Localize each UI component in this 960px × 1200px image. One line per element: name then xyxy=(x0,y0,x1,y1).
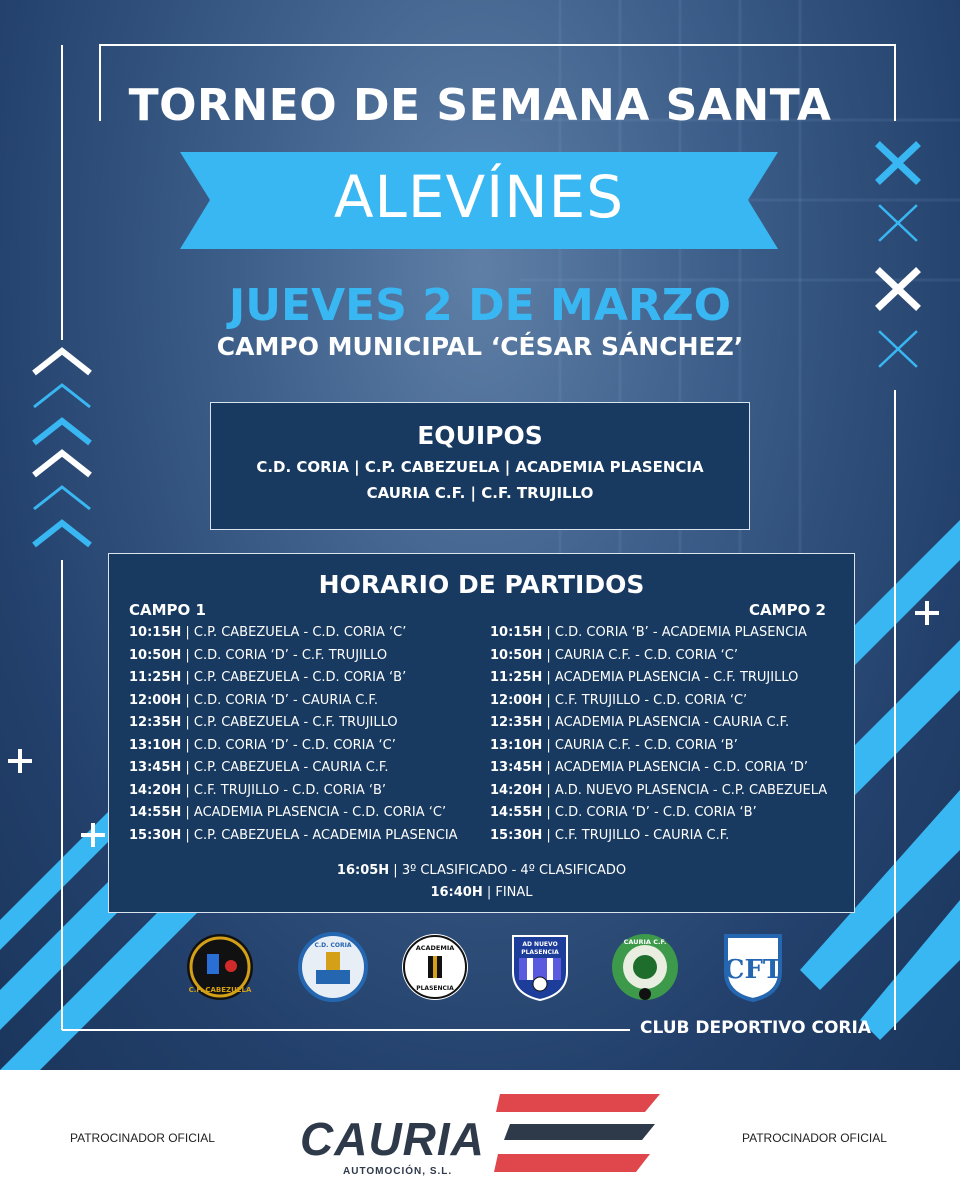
separator: | xyxy=(542,782,555,798)
chevron-stack-icon xyxy=(28,345,98,555)
match-teams: C.D. CORIA ‘D’ - C.D. CORIA ‘B’ xyxy=(554,805,757,820)
match-row xyxy=(490,780,827,803)
match-teams: 3º CLASIFICADO - 4º CLASIFICADO xyxy=(401,863,627,878)
match-teams: C.P. CABEZUELA - ACADEMIA PLASENCIA xyxy=(193,827,458,843)
match-row xyxy=(129,667,458,690)
match-teams: C.P. CABEZUELA - C.D. CORIA ‘B’ xyxy=(193,670,407,685)
match-time: 14:20H xyxy=(129,782,182,798)
cf-trujillo-crest-icon xyxy=(718,932,788,1002)
match-row xyxy=(490,667,827,690)
separator: | xyxy=(542,715,555,730)
separator: | xyxy=(181,827,194,843)
final-match-row xyxy=(109,860,854,882)
match-time: 11:25H xyxy=(129,670,182,685)
category-label: ALEVÍNES xyxy=(333,163,625,231)
match-teams: C.F. TRUJILLO - C.D. CORIA ‘B’ xyxy=(193,782,387,798)
match-row xyxy=(129,645,458,668)
match-time: 10:15H xyxy=(129,625,182,640)
teams-panel xyxy=(210,402,750,530)
schedule-panel xyxy=(108,553,855,913)
match-row xyxy=(490,622,827,645)
svg-text:PLASENCIA: PLASENCIA xyxy=(416,985,454,992)
ad-nuevo-plasencia-crest-icon xyxy=(505,932,575,1002)
separator: | xyxy=(181,737,194,753)
separator: | xyxy=(181,760,194,775)
separator: | xyxy=(181,625,194,640)
tournament-title: TORNEO DE SEMANA SANTA xyxy=(128,80,832,131)
separator: | xyxy=(542,805,555,820)
separator: | xyxy=(542,625,555,640)
match-time: 13:10H xyxy=(129,737,182,753)
separator: | xyxy=(542,670,555,685)
campo-1-heading: CAMPO 1 xyxy=(129,601,206,619)
separator: | xyxy=(181,715,194,730)
match-time: 10:50H xyxy=(490,647,543,663)
match-teams: C.F. TRUJILLO - CAURIA C.F. xyxy=(554,827,730,843)
plus-icon xyxy=(912,598,942,628)
final-match-row xyxy=(109,882,854,904)
separator: | xyxy=(482,885,496,900)
match-time: 10:50H xyxy=(129,647,182,663)
match-time: 14:55H xyxy=(129,805,182,820)
sponsor-label-right: PATROCINADOR OFICIAL xyxy=(742,1131,887,1145)
match-time: 15:30H xyxy=(129,827,182,843)
svg-text:C.D. CORIA: C.D. CORIA xyxy=(314,942,352,949)
svg-text:CFT: CFT xyxy=(723,955,783,985)
svg-text:PLASENCIA: PLASENCIA xyxy=(521,949,559,956)
match-teams: ACADEMIA PLASENCIA - C.F. TRUJILLO xyxy=(554,670,799,685)
plus-icon xyxy=(78,820,108,850)
separator: | xyxy=(542,827,555,843)
match-teams: CAURIA C.F. - C.D. CORIA ‘B’ xyxy=(554,737,738,753)
match-row xyxy=(129,757,458,780)
match-row xyxy=(129,622,458,645)
match-time: 11:25H xyxy=(490,670,543,685)
separator: | xyxy=(181,805,194,820)
svg-text:ACADEMIA: ACADEMIA xyxy=(415,944,455,952)
separator: | xyxy=(181,782,194,798)
match-teams: C.D. CORIA ‘D’ - C.D. CORIA ‘C’ xyxy=(193,737,396,753)
cauria-stripes-logo-icon xyxy=(490,1092,670,1180)
match-teams: C.F. TRUJILLO - C.D. CORIA ‘C’ xyxy=(554,692,748,708)
plus-icon xyxy=(5,746,35,776)
svg-text:AD NUEVO: AD NUEVO xyxy=(522,941,558,948)
match-time: 15:30H xyxy=(490,827,543,843)
match-teams: C.P. CABEZUELA - C.F. TRUJILLO xyxy=(193,715,398,730)
club-deportivo-coria-crest-icon xyxy=(298,932,368,1002)
match-time: 12:35H xyxy=(490,715,543,730)
match-row xyxy=(490,757,827,780)
match-teams: C.D. CORIA ‘D’ - CAURIA C.F. xyxy=(193,692,378,708)
match-teams: ACADEMIA PLASENCIA - CAURIA C.F. xyxy=(554,715,790,730)
match-teams: FINAL xyxy=(495,885,533,900)
venue-name: CAMPO MUNICIPAL ‘CÉSAR SÁNCHEZ’ xyxy=(216,332,744,361)
campo-2-list xyxy=(490,622,827,847)
event-date: JUEVES 2 DE MARZO xyxy=(228,280,732,331)
match-time: 13:10H xyxy=(490,737,543,753)
separator: | xyxy=(181,670,194,685)
cauria-cf-crest-icon xyxy=(610,932,680,1002)
match-row xyxy=(129,690,458,713)
match-teams: CAURIA C.F. - C.D. CORIA ‘C’ xyxy=(554,647,739,663)
academia-plasencia-crest-icon xyxy=(400,932,470,1002)
match-time: 14:55H xyxy=(490,805,543,820)
campo-2-heading: CAMPO 2 xyxy=(749,601,826,619)
separator: | xyxy=(542,647,555,663)
match-row xyxy=(490,825,827,848)
match-row xyxy=(129,780,458,803)
match-row xyxy=(490,712,827,735)
match-time: 16:05H xyxy=(336,863,390,878)
teams-line-2: CAURIA C.F. | C.F. TRUJILLO xyxy=(366,484,594,502)
separator: | xyxy=(389,863,402,878)
match-time: 13:45H xyxy=(490,760,543,775)
separator: | xyxy=(542,737,555,753)
sponsor-bar xyxy=(0,1070,960,1200)
match-time: 10:15H xyxy=(490,625,543,640)
sponsor-brand-sub: AUTOMOCIÓN, S.L. xyxy=(343,1166,453,1177)
svg-text:CAURIA C.F.: CAURIA C.F. xyxy=(623,938,667,946)
match-teams: ACADEMIA PLASENCIA - C.D. CORIA ‘C’ xyxy=(193,805,447,820)
teams-title: EQUIPOS xyxy=(417,421,543,450)
match-row xyxy=(129,825,458,848)
match-row xyxy=(129,712,458,735)
match-teams: C.P. CABEZUELA - C.D. CORIA ‘C’ xyxy=(193,625,407,640)
svg-text:C.P. CABEZUELA: C.P. CABEZUELA xyxy=(188,986,252,994)
match-row xyxy=(490,645,827,668)
match-row xyxy=(129,802,458,825)
teams-line-1: C.D. CORIA | C.P. CABEZUELA | ACADEMIA PLASENCIA xyxy=(256,458,704,476)
finals-list xyxy=(109,860,854,904)
schedule-title: HORARIO DE PARTIDOS xyxy=(318,570,645,599)
match-teams: A.D. NUEVO PLASENCIA - C.P. CABEZUELA xyxy=(554,782,828,798)
match-time: 12:00H xyxy=(129,692,182,708)
sponsor-label-left: PATROCINADOR OFICIAL xyxy=(70,1131,215,1145)
match-teams: C.D. CORIA ‘B’ - ACADEMIA PLASENCIA xyxy=(554,625,807,640)
match-row xyxy=(129,735,458,758)
campo-1-list xyxy=(129,622,458,847)
match-time: 16:40H xyxy=(430,885,483,900)
match-time: 12:00H xyxy=(490,692,543,708)
match-row xyxy=(490,802,827,825)
separator: | xyxy=(181,692,194,708)
separator: | xyxy=(181,647,194,663)
match-row xyxy=(490,735,827,758)
sponsor-brand: CAURIA xyxy=(300,1113,485,1165)
match-teams: C.D. CORIA ‘D’ - C.F. TRUJILLO xyxy=(193,647,388,663)
organizer-name: CLUB DEPORTIVO CORIA xyxy=(640,1018,871,1038)
match-time: 13:45H xyxy=(129,760,182,775)
match-teams: ACADEMIA PLASENCIA - C.D. CORIA ‘D’ xyxy=(554,760,809,775)
match-time: 12:35H xyxy=(129,715,182,730)
match-time: 14:20H xyxy=(490,782,543,798)
match-row xyxy=(490,690,827,713)
cp-cabezuela-crest-icon xyxy=(185,932,255,1002)
separator: | xyxy=(542,760,555,775)
match-teams: C.P. CABEZUELA - CAURIA C.F. xyxy=(193,760,389,775)
separator: | xyxy=(542,692,555,708)
